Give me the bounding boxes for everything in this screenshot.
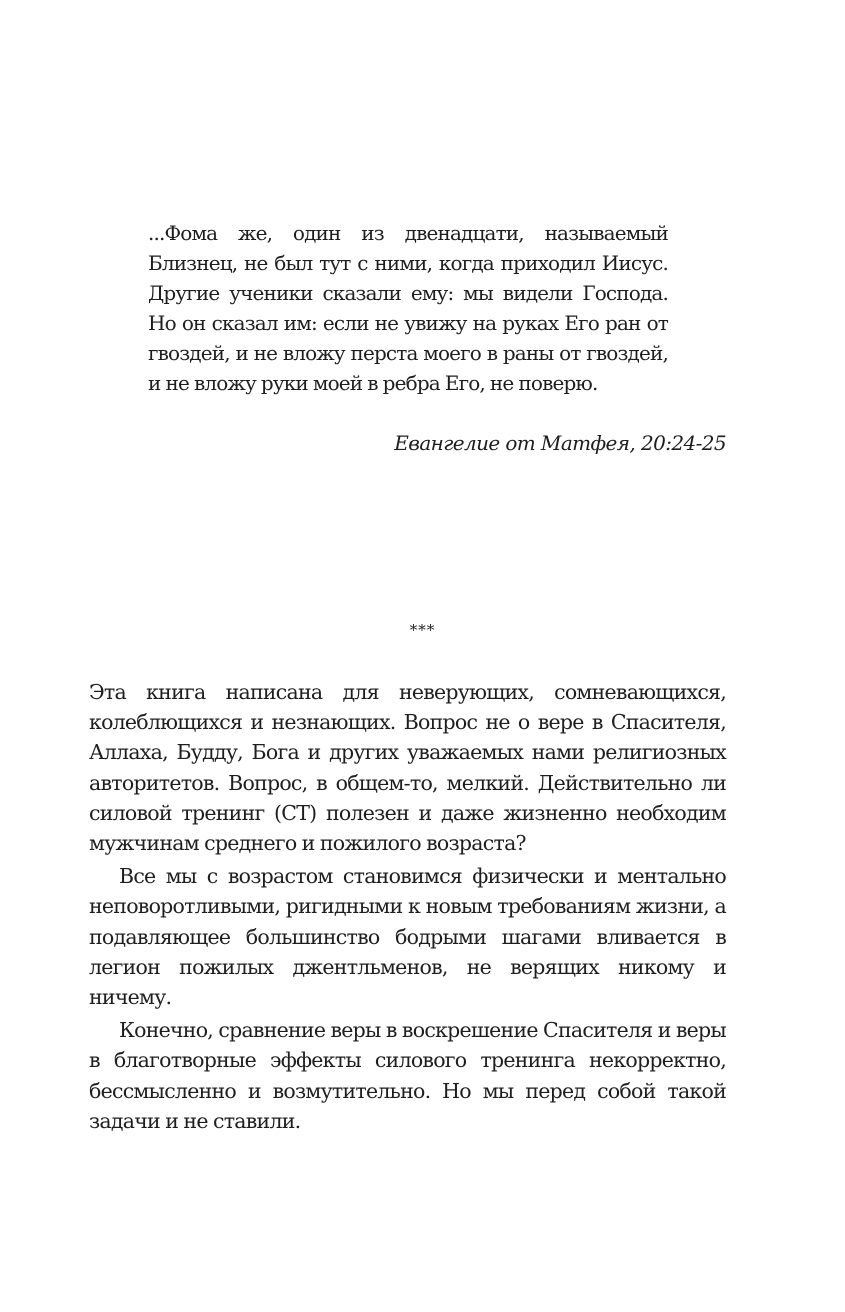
body-text xyxy=(89,677,726,1139)
epigraph xyxy=(148,218,668,398)
epigraph-source: Евангелие от Матфея, 20:24-25 xyxy=(394,431,726,455)
paragraph-2: Все мы с возрастом становимся физически и ментально неповоротливыми, ригидными к новым требованиям жизни, а подавляющее большинство бодрыми шагами вливается в легион пожилых джентльменов, не верящих никому и ничему. xyxy=(89,864,726,1010)
section-separator: *** xyxy=(409,621,436,639)
paragraph-3: Конечно, сравнение веры в воскрешение Спасителя и веры в благотворные эффекты силового тренинга некорректно, бессмысленно и возмутительно. Но мы перед собой такой задачи и не ставили. xyxy=(89,1018,726,1133)
epigraph-text: ...Фома же, один из двенадцати, называемый Близнец, не был тут с ними, когда приходил Иисус. Другие ученики сказали ему: мы видели Господа. Но он сказал им: если не увижу на руках Его ран от гвоздей, и не вложу перста моего в раны от гвоздей, и не вложу руки моей в ребра Его, не поверю. xyxy=(148,221,668,395)
paragraph-1: Эта книга написана для неверующих, сомневающихся, колеблющихся и незнающих. Вопрос не о вере в Спасителя, Аллаха, Будду, Бога и других уважаемых нами религиозных авторитетов. Вопрос, в общем-то, мелкий. Действительно ли силовой тренинг (СТ) полезен и даже жизненно необходим мужчинам среднего и пожилого возраста? xyxy=(89,680,726,856)
